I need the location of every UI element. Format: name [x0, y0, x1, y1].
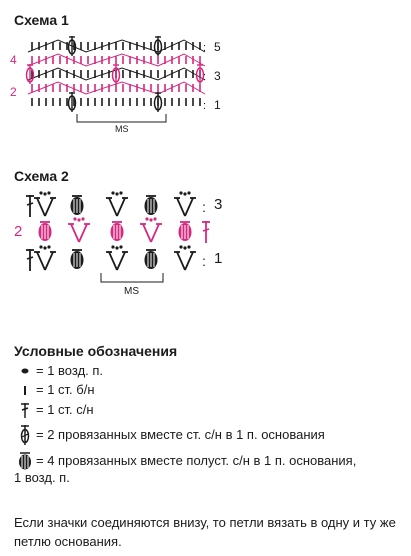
v-stitch-leg	[45, 198, 53, 216]
scheme2-row-2-label: 2	[14, 223, 23, 240]
chain-dot	[119, 191, 122, 194]
v-stitch-leg	[109, 198, 117, 216]
chain-dot	[183, 192, 186, 195]
scheme2-row-3-label: 3	[214, 196, 223, 213]
double-crochet-icon	[14, 401, 36, 419]
v-stitch-leg	[109, 252, 117, 270]
scheme1-row-3-label: 3	[214, 69, 221, 83]
v-stitch-leg	[185, 252, 193, 270]
chain-dot	[179, 245, 182, 248]
four-half-dc-together-icon	[14, 452, 36, 470]
chain-dots: :	[203, 100, 207, 112]
chain-dot	[119, 245, 122, 248]
legend-item-text: = 4 провязанных вместе полуст. с/н в 1 п. основания,	[36, 453, 357, 468]
legend-item-text: = 2 провязанных вместе ст. с/н в 1 п. основания	[36, 427, 325, 442]
v-stitch-leg	[151, 224, 159, 242]
legend-item-text: = 1 возд. п.	[36, 363, 104, 378]
scheme2-title: Схема 2	[14, 168, 69, 184]
chain-dot	[111, 245, 114, 248]
chain-dots: :	[202, 199, 206, 215]
chain-dot	[115, 192, 118, 195]
legend-item-sc	[14, 381, 404, 399]
v-stitch-leg	[117, 252, 125, 270]
chain-dots: :	[203, 71, 207, 83]
scheme1-row-5-label: 5	[214, 40, 221, 54]
v-stitch-leg	[177, 252, 185, 270]
v-stitch-leg	[71, 224, 79, 242]
v-stitch-leg	[37, 198, 45, 216]
chain-dot	[187, 245, 190, 248]
legend-item-text: = 1 ст. с/н	[36, 402, 94, 417]
scheme1-title: Схема 1	[14, 12, 69, 28]
legend-title: Условные обозначения	[14, 343, 178, 359]
scheme1-ms-bracket	[77, 114, 166, 122]
legend-item-dc	[14, 401, 404, 419]
scheme1-diagram	[0, 26, 411, 138]
legend-item-continuation: 1 возд. п.	[14, 470, 70, 485]
scheme1-row-1-label: 1	[214, 98, 221, 112]
chain-dot	[179, 191, 182, 194]
dc-bar	[203, 229, 209, 231]
chain-dot	[47, 191, 50, 194]
v-stitch-leg	[177, 198, 185, 216]
legend-item-text: = 1 ст. б/н	[36, 382, 95, 397]
v-stitch-leg	[79, 224, 87, 242]
chain-dot	[115, 246, 118, 249]
chain-dot	[145, 217, 148, 220]
chain-dot	[77, 218, 80, 221]
chain-dot	[73, 217, 76, 220]
chain-dot	[43, 192, 46, 195]
dc-bar	[27, 203, 33, 205]
legend-item-2dc-tog	[14, 426, 404, 444]
scheme1-stitches	[27, 36, 207, 112]
chain-dot-icon	[14, 362, 36, 380]
scheme2-stitches	[26, 191, 210, 271]
v-stitch-leg	[143, 224, 151, 242]
note-text: Если значки соединяются внизу, то петли вязать в одну и ту же петлю основания.	[14, 515, 396, 549]
chain-dot	[47, 245, 50, 248]
chain-dots: :	[203, 42, 207, 54]
v-stitch-leg	[37, 252, 45, 270]
chain-dot	[43, 246, 46, 249]
chain-dot	[187, 191, 190, 194]
chain-dot	[153, 217, 156, 220]
scheme2-ms-bracket	[101, 273, 163, 282]
legend-item-chain	[14, 362, 404, 380]
scheme1-row-4-label: 4	[10, 53, 17, 67]
chain-dot	[81, 217, 84, 220]
chain-dots: :	[202, 253, 206, 269]
chain-dot	[39, 191, 42, 194]
chain-dot	[149, 218, 152, 221]
scheme2-row-1-label: 1	[214, 250, 223, 267]
scheme1-row-2-label: 2	[10, 85, 17, 99]
v-stitch-leg	[185, 198, 193, 216]
v-stitch-leg	[45, 252, 53, 270]
single-crochet-icon	[14, 381, 36, 399]
scheme2-diagram	[0, 182, 411, 302]
v-stitch-leg	[117, 198, 125, 216]
dc-bar	[27, 257, 33, 259]
chain-dot	[183, 246, 186, 249]
chain-dot	[111, 191, 114, 194]
legend-item-4hdc-tog	[14, 452, 404, 470]
scheme1-ms-label: MS	[115, 124, 129, 134]
chain-dot	[39, 245, 42, 248]
two-dc-together-icon	[14, 426, 36, 444]
scheme2-ms-label: MS	[124, 286, 139, 297]
